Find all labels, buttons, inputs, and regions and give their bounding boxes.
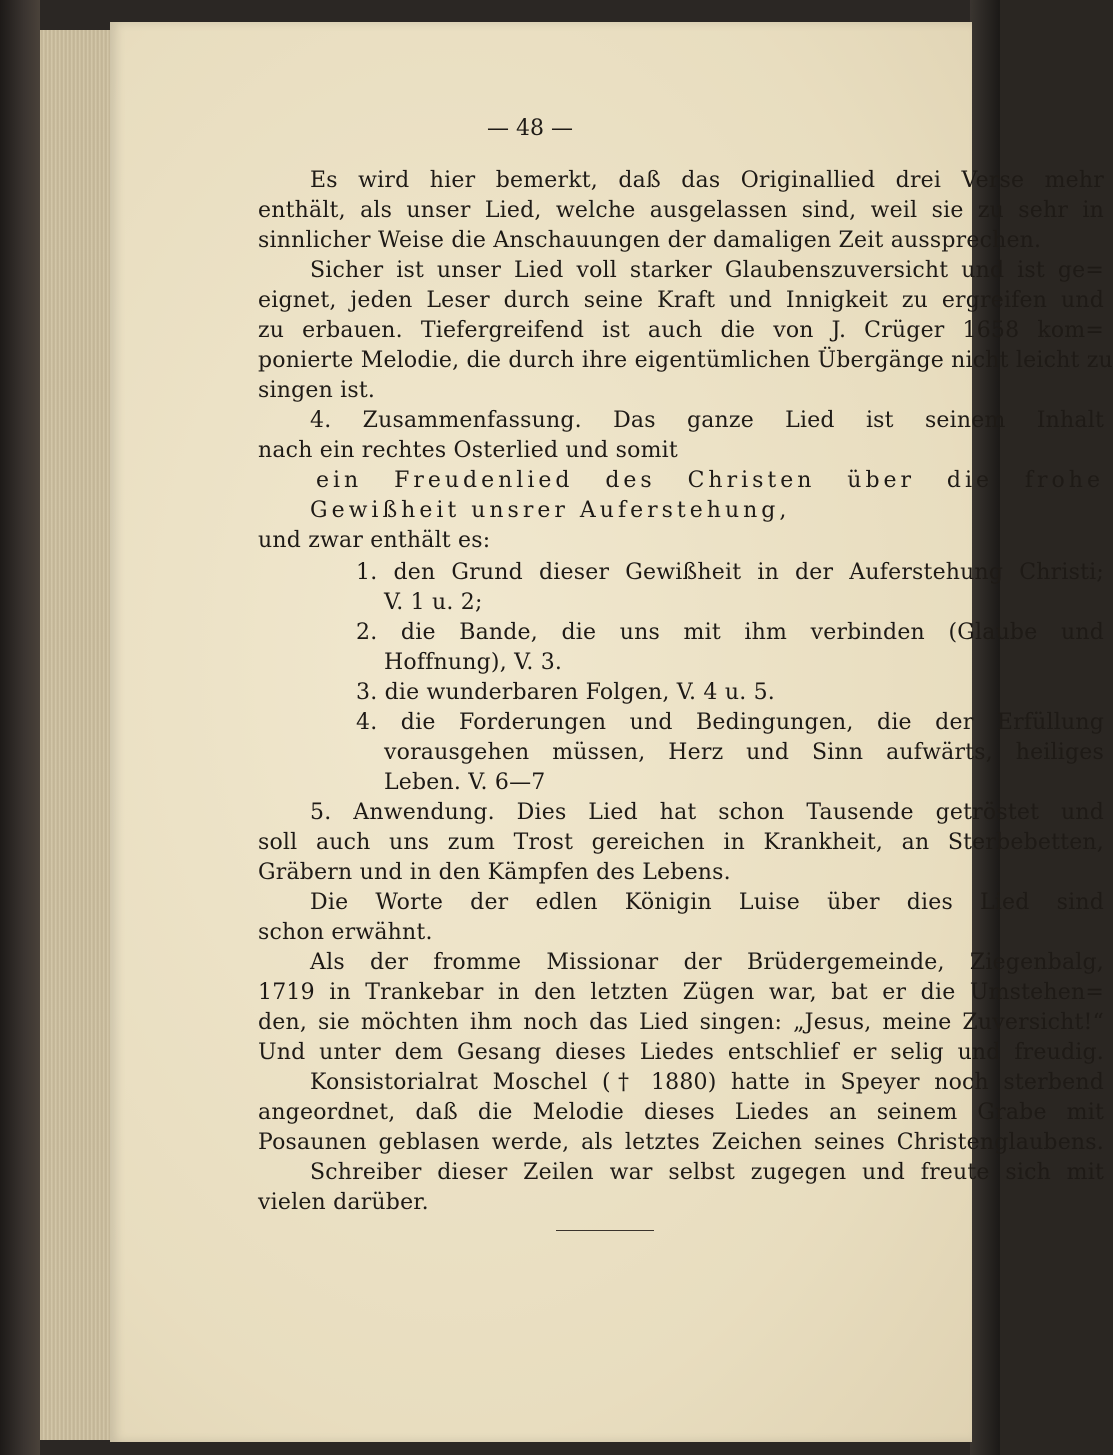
text-line: 4. Zusammenfassung. Das ganze Lied ist seinem Inhalt bbox=[310, 408, 1104, 433]
text-line: und zwar enthält es: bbox=[258, 528, 491, 553]
text-line: Schreiber dieser Zeilen war selbst zugegen und freute sich mit bbox=[310, 1160, 1104, 1185]
text-line-emphasis: Gewißheit unsrer Auferstehung, bbox=[310, 498, 791, 523]
text-line: 1719 in Trankebar in den letzten Zügen war, bat er die Umstehen= bbox=[258, 980, 1104, 1005]
closing-rule bbox=[556, 1230, 654, 1231]
text-line: nach ein rechtes Osterlied und somit bbox=[258, 438, 678, 463]
text-line: Als der fromme Missionar der Brüdergemeinde, Ziegenbalg, bbox=[310, 950, 1104, 975]
list-item: 3. die wunderbaren Folgen, V. 4 u. 5. bbox=[356, 680, 775, 705]
text-line: sinnlicher Weise die Anschauungen der damaligen Zeit aussprechen. bbox=[258, 228, 1042, 253]
text-line: Sicher ist unser Lied voll starker Glaubenszuversicht und ist ge= bbox=[310, 258, 1104, 283]
text-line: ponierte Melodie, die durch ihre eigentümlichen Übergänge nicht leicht zu bbox=[258, 348, 1113, 373]
text-line: Die Worte der edlen Königin Luise über dies Lied sind bbox=[310, 890, 1104, 915]
list-item: 1. den Grund dieser Gewißheit in der Auferstehung Christi; bbox=[356, 560, 1104, 585]
text-line: Gräbern und in den Kämpfen des Lebens. bbox=[258, 860, 731, 885]
text-line: Es wird hier bemerkt, daß das Originallied drei Verse mehr bbox=[310, 168, 1104, 193]
text-line-emphasis: ein Freudenlied des Christen über die frohe bbox=[316, 468, 1104, 493]
list-item-continuation: vorausgehen müssen, Herz und Sinn aufwärts, heiliges bbox=[384, 740, 1104, 765]
text-line: eignet, jeden Leser durch seine Kraft und Innigkeit zu ergreifen und bbox=[258, 288, 1104, 313]
text-line: Konsistorialrat Moschel († 1880) hatte in Speyer noch sterbend bbox=[310, 1070, 1104, 1095]
text-line: den, sie möchten ihm noch das Lied singen: „Jesus, meine Zuversicht!“ bbox=[258, 1010, 1104, 1035]
list-item-continuation: Leben. V. 6—7 bbox=[384, 770, 546, 795]
text-line: angeordnet, daß die Melodie dieses Liedes an seinem Grabe mit bbox=[258, 1100, 1104, 1125]
text-line: Und unter dem Gesang dieses Liedes entschlief er selig und freudig. bbox=[258, 1040, 1104, 1065]
list-item: 2. die Bande, die uns mit ihm verbinden (Glaube und bbox=[356, 620, 1104, 645]
text-line: soll auch uns zum Trost gereichen in Krankheit, an Sterbebetten, bbox=[258, 830, 1104, 855]
page-number: — 48 — bbox=[487, 116, 573, 141]
list-item-continuation: V. 1 u. 2; bbox=[384, 590, 483, 615]
list-item: 4. die Forderungen und Bedingungen, die der Erfüllung bbox=[356, 710, 1104, 735]
book-cover-left bbox=[0, 0, 40, 1455]
text-line: singen ist. bbox=[258, 378, 376, 403]
text-line: vielen darüber. bbox=[258, 1190, 429, 1215]
text-line: Posaunen geblasen werde, als letztes Zeichen seines Christenglaubens. bbox=[258, 1130, 1104, 1155]
text-line: 5. Anwendung. Dies Lied hat schon Tausende getröstet und bbox=[310, 800, 1104, 825]
text-line: zu erbauen. Tiefergreifend ist auch die von J. Crüger 1658 kom= bbox=[258, 318, 1104, 343]
text-line: schon erwähnt. bbox=[258, 920, 433, 945]
text-line: enthält, als unser Lied, welche ausgelassen sind, weil sie zu sehr in bbox=[258, 198, 1104, 223]
page-edges bbox=[40, 30, 120, 1440]
list-item-continuation: Hoffnung), V. 3. bbox=[384, 650, 563, 675]
